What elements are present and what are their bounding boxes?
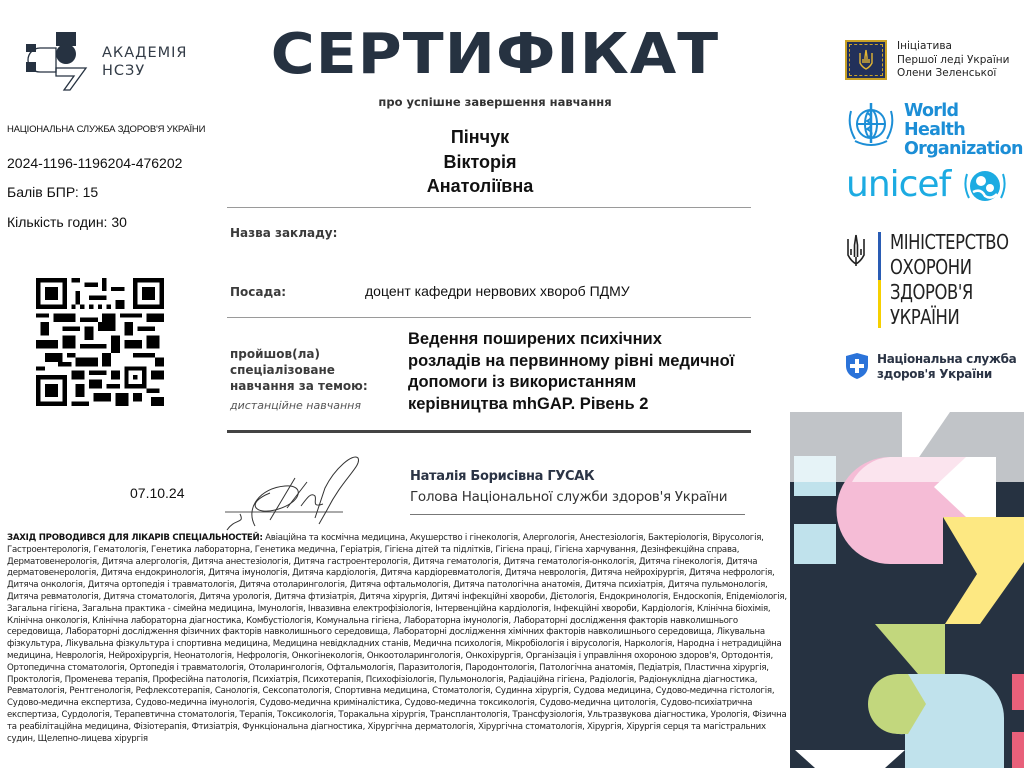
moh-line-1: МІНІСТЕРСТВО (890, 230, 1009, 254)
divider-thick (227, 430, 751, 433)
first-lady-line-2: Першої леді України (897, 53, 1010, 66)
topic-label-line-3: навчання за темою: (230, 379, 368, 393)
academy-name (102, 44, 187, 80)
unicef-wordmark: unicef (846, 164, 951, 205)
nszu-line-2: здоров'я України (877, 367, 992, 381)
ministry-of-health-name (890, 230, 1009, 330)
signature-icon (215, 448, 365, 532)
certificate-number: 2024-1196-1196204-476202 (7, 155, 183, 171)
first-lady-line-1: Ініціатива (897, 40, 952, 52)
moh-line-3: ЗДОРОВ'Я (890, 280, 973, 304)
first-lady-initiative (897, 40, 1009, 81)
divider (227, 317, 751, 318)
position-value: доцент кафедри нервових хвороб ПДМУ (365, 283, 630, 299)
academy-line-2: НСЗУ (102, 63, 146, 79)
specialties-heading: ЗАХІД ПРОВОДИВСЯ ДЛЯ ЛІКАРІВ СПЕЦІАЛЬНОСТЕЙ: (7, 533, 263, 543)
trident-icon (858, 49, 874, 71)
certificate-title: СЕРТИФІКАТ (270, 22, 720, 87)
cpd-points: Балів БПР: 15 (7, 184, 99, 200)
qr-code-icon[interactable] (36, 278, 164, 406)
topic-label-line-1: пройшов(ла) (230, 347, 320, 361)
topic-label-line-2: спеціалізоване (230, 363, 335, 377)
nszu-shield-icon (845, 352, 869, 380)
moh-line-4: УКРАЇНИ (890, 305, 960, 329)
specialties-text: Авіаційна та космічна медицина, Акушерство і гінекологія, Алергологія, Анестезіологія, Бактеріологія, Вірусологія, Гастроентерологія, Гематологія, Генетика лабораторна, Генетика медична, Геріатрія, Гігієна дітей та підлітків, Гігієна праці, Гігієна харчування, Дезінфекційна справа, Дерматовенерологія, Дитяча алергологія, Дитяча анестезіологія, Дитяча гастроентерологія, Дитяча гематологія, Дитяча гематологія-онкологія, Дитяча гінекологія, Дитяча дерматовенерологія, Дитяча ендокринологія, Дитяча імунологія, Дитяча кардіологія, Дитяча кардіоревматологія, Дитяча неврологія, Дитяча нейрохірургія, Дитяча нефрологія, Дитяча онкологія, Дитяча ортопедія і травматологія, Дитяча отоларингологія, Дитяча офтальмологія, Дитяча патологічна анатомія, Дитяча психіатрія, Дитяча пульмонологія, Дитяча ревматологія, Дитяча стоматологія, Дитяча урологія, Дитяча фтизіатрія, Дитяча хірургія, Дитячі інфекційні хвороби, Дієтологія, Ендокринологія, Ендоскопія, Епідеміологія, Загальна гігієна, Загальна практика - сімейна медицина, Імунологія, Інвазивна електрофізіологія, Інтервенційна кардіологія, Інфекційні хвороби, Кардіологія, Клінічна біохімія, Клінічна онкологія, Клінічна лабораторна діагностика, Комбустіологія, Комунальна гігієна, Лабораторна імунологія, Лабораторні дослідження факторів навколишнього середовища, Лабораторні дослідження фізичних факторів навколишнього середовища, Лабораторні дослідження хімічних факторів навколишнього середовища, Лікувальна фізкультура, Лікувальна фізкультура і спортивна медицина, Медицина невідкладних станів, Медична психологія, Мікробіологія і вірусологія, Наркологія, Народна і нетрадиційна медицина, Неврологія, Нейрохірургія, Неонатологія, Нефрологія, Онкогінекологія, Онкоотоларингологія, Онкохірургія, Організація і управління охороною здоров'я, Ортодонтія, Ортопедична стоматологія, Ортопедія і травматологія, Отоларингологія, Офтальмологія, Паразитологія, Пародонтологія, Патологічна анатомія, Педіатрія, Пластична хірургія, Проктологія, Променева терапія, Професійна патологія, Психіатрія, Психотерапія, Психофізіологія, Пульмонологія, Радіаційна гігієна, Радіологія, Радіонуклідна діагностика, Ревматологія, Рентгенологія, Рефлексотерапія, Санологія, Сексопатологія, Спортивна медицина, Стоматологія, Судинна хірургія, Судова медицина, Судово-медична гістологія, Судово-медична експертиза, Судово-медична імунологія, Судово-медична криміналістика, Судово-медична токсикологія, Судово-медична цитологія, Судово-психіатрична експертиза, Сурдологія, Терапевтична стоматологія, Терапія, Токсикологія, Торакальна хірургія, Трансплантологія, Трансфузіологія, Ультразвукова діагностика, Урологія, Фізична та реабілітаційна медицина, Фізіотерапія, Фтизіатрія, Функціональна діагностика, Хірургічна дерматологія, Хірургічна стоматологія, Хірургія, Хірургія серця та магістральних судин, Щелепно-лицева хірургія (7, 533, 787, 744)
institution-label: Назва закладу: (230, 226, 338, 240)
signer-name: Наталія Борисівна ГУСАК (410, 469, 595, 484)
nszu-line-1: Національна служба (877, 352, 1017, 366)
unicef-emblem-icon (963, 166, 1007, 206)
position-label: Посада: (230, 285, 287, 299)
who-line-2: Organization (904, 139, 1023, 159)
recipient-name (340, 125, 620, 199)
recipient-first-name: Вікторія (443, 151, 517, 172)
issuer-caption: НАЦІОНАЛЬНА СЛУЖБА ЗДОРОВ'Я УКРАЇНИ (7, 124, 206, 135)
who-name (904, 102, 1024, 159)
course-topic-line-2: розладів на первинному рівні медичної (408, 351, 735, 370)
who-emblem-icon (845, 101, 897, 147)
first-lady-line-3: Олени Зеленської (897, 67, 997, 79)
recipient-patronymic: Анатоліївна (426, 176, 534, 196)
training-format: дистанційне навчання (230, 399, 361, 412)
specialties-list (7, 533, 787, 745)
divider (227, 207, 751, 208)
certificate-subtitle: про успішне завершення навчання (378, 95, 612, 109)
first-lady-emblem-icon (845, 40, 887, 80)
course-topic (408, 329, 788, 415)
academy-line-1: АКАДЕМІЯ (102, 45, 188, 61)
divider (410, 514, 745, 515)
recipient-last-name: Пінчук (450, 127, 510, 147)
who-line-1: World Health (904, 101, 965, 140)
ukraine-trident-icon (846, 233, 866, 267)
flag-bar-yellow (878, 280, 881, 328)
issue-date: 07.10.24 (130, 485, 185, 501)
course-topic-line-4: керівництва mhGAP. Рівень 2 (408, 394, 649, 413)
course-topic-line-3: допомоги із використанням (408, 373, 637, 391)
moh-line-2: ОХОРОНИ (890, 255, 972, 279)
topic-label (230, 346, 368, 394)
nszu-name (877, 352, 1016, 382)
decorative-geometric-panel (790, 412, 1024, 768)
flag-bar-blue (878, 232, 881, 280)
signer-title: Голова Національної служби здоров'я України (410, 489, 728, 505)
course-topic-line-1: Ведення поширених психічних (408, 330, 662, 348)
training-hours: Кількість годин: 30 (7, 214, 127, 230)
